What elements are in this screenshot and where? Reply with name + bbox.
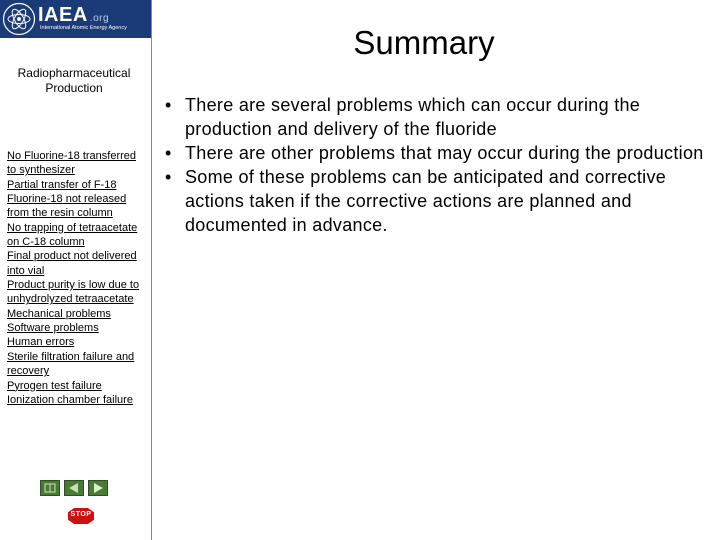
previous-slide-button[interactable]	[64, 480, 84, 496]
sidebar-heading-line-1: Radiopharmaceutical	[17, 66, 131, 80]
atom-emblem-icon	[2, 2, 36, 36]
sidebar	[0, 0, 152, 540]
topic-link[interactable]: Partial transfer of F-18	[7, 178, 117, 191]
topic-item[interactable]	[7, 321, 147, 335]
logo-subtitle: International Atomic Energy Agency	[40, 25, 127, 31]
bullet-marker: •	[165, 95, 172, 115]
topic-item[interactable]	[7, 178, 147, 192]
iaea-logo-banner	[0, 0, 151, 38]
page-title: Summary	[353, 24, 495, 61]
first-slide-button[interactable]	[40, 480, 60, 496]
right-arrow-icon	[89, 481, 107, 495]
topic-item[interactable]	[7, 307, 147, 321]
topic-link-list	[7, 149, 147, 407]
topic-item[interactable]	[7, 249, 147, 278]
bullet-text: There are several problems which can occur during the production and delivery of the fluoride	[185, 95, 641, 139]
home-icon	[41, 481, 59, 495]
topic-item[interactable]	[7, 192, 147, 221]
topic-link[interactable]: Product purity is low due to unhydrolyzed tetraacetate	[7, 279, 140, 306]
left-arrow-icon	[65, 481, 83, 495]
bullet-marker: •	[165, 143, 172, 163]
topic-item[interactable]	[7, 393, 147, 407]
sidebar-heading-line-2: Production	[45, 81, 103, 95]
stop-button[interactable]	[67, 507, 95, 525]
topic-item[interactable]	[7, 149, 147, 178]
topic-item[interactable]	[7, 335, 147, 349]
logo-domain: .org	[89, 13, 110, 24]
sidebar-heading	[0, 66, 148, 96]
logo-wordmark	[38, 4, 109, 27]
topic-link[interactable]: No Fluorine-18 transferred to synthesizer	[7, 150, 137, 177]
bullet-text: Some of these problems can be anticipated and corrective actions taken if the corrective actions are planned and documented in advance.	[185, 167, 667, 235]
topic-link[interactable]: Fluorine-18 not released from the resin column	[7, 193, 127, 220]
topic-link[interactable]: Software problems	[7, 322, 99, 335]
topic-link[interactable]: Sterile filtration failure and recovery	[7, 350, 135, 378]
stop-label: STOP	[70, 511, 92, 518]
summary-bullet-list	[159, 93, 704, 237]
topic-link[interactable]: Final product not delivered into vial	[7, 250, 137, 277]
topic-item[interactable]	[7, 221, 147, 250]
bullet-text: There are other problems that may occur during the production	[185, 143, 704, 163]
logo-name: IAEA	[38, 4, 88, 26]
topic-item[interactable]	[7, 278, 147, 307]
next-slide-button[interactable]	[88, 480, 108, 496]
topic-item[interactable]	[7, 379, 147, 393]
topic-item[interactable]	[7, 350, 147, 379]
topic-link[interactable]: Mechanical problems	[7, 307, 111, 320]
bullet-marker: •	[165, 167, 172, 187]
topic-link[interactable]: Ionization chamber failure	[7, 393, 133, 406]
bullet-item	[159, 141, 704, 165]
topic-link[interactable]: Human errors	[7, 336, 75, 349]
topic-link[interactable]: Pyrogen test failure	[7, 379, 102, 392]
topic-link[interactable]: No trapping of tetraacetate on C-18 column	[7, 221, 138, 249]
bullet-item	[159, 93, 704, 141]
bullet-item	[159, 165, 704, 237]
